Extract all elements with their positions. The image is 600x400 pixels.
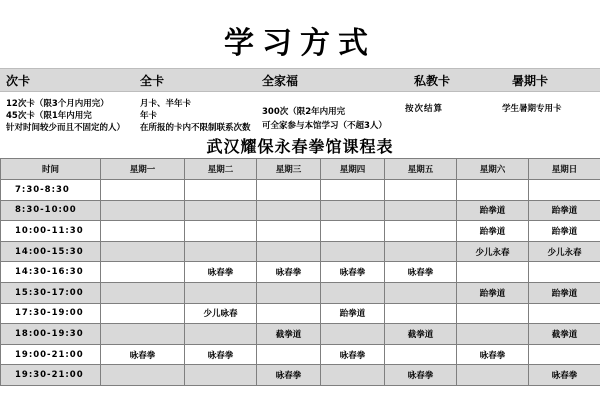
table-cell — [185, 221, 257, 242]
table-row — [1, 365, 600, 386]
table-cell — [101, 180, 185, 201]
col-header-mon: 星期一 — [101, 159, 185, 180]
time-cell: 10:00-11:30 — [1, 221, 101, 242]
card-quan-line-2: 年卡 — [140, 111, 158, 121]
col-header-sun: 星期日 — [529, 159, 600, 180]
card-ci-line-3: 针对时间较少而且不固定的人） — [6, 123, 126, 133]
table-cell — [185, 324, 257, 345]
table-cell: 跆拳道 — [457, 200, 529, 221]
table-cell — [385, 344, 457, 365]
time-cell: 19:00-21:00 — [1, 344, 101, 365]
table-cell: 咏春拳 — [321, 262, 385, 283]
table-row — [1, 303, 600, 324]
time-cell: 19:30-21:00 — [1, 365, 101, 386]
time-cell: 14:30-16:30 — [1, 262, 101, 283]
table-cell — [101, 200, 185, 221]
table-cell: 咏春拳 — [529, 365, 600, 386]
table-cell — [257, 221, 321, 242]
table-cell — [321, 282, 385, 303]
table-cell: 跆拳道 — [529, 200, 600, 221]
time-cell: 18:00-19:30 — [1, 324, 101, 345]
time-cell: 17:30-19:00 — [1, 303, 101, 324]
time-cell: 8:30-10:00 — [1, 200, 101, 221]
table-cell: 跆拳道 — [457, 282, 529, 303]
card-header-quan: 全卡 — [140, 74, 165, 88]
table-cell: 咏春拳 — [457, 344, 529, 365]
table-cell: 咏春拳 — [257, 262, 321, 283]
col-header-tue: 星期二 — [185, 159, 257, 180]
table-cell — [185, 241, 257, 262]
table-cell — [385, 221, 457, 242]
table-row — [1, 180, 600, 201]
table-cell — [529, 262, 600, 283]
table-row — [1, 344, 600, 365]
table-cell — [385, 282, 457, 303]
table-cell — [321, 180, 385, 201]
card-family-line-1: 300次（限2年内用完 — [262, 107, 346, 117]
table-cell: 跆拳道 — [529, 282, 600, 303]
table-cell — [185, 200, 257, 221]
table-cell: 少儿永春 — [457, 241, 529, 262]
card-ci-line-2: 45次卡（限1年内用完 — [6, 111, 92, 121]
card-header-private: 私教卡 — [414, 74, 451, 88]
table-cell — [321, 241, 385, 262]
card-types-header — [0, 68, 600, 92]
table-cell — [321, 365, 385, 386]
col-header-wed: 星期三 — [257, 159, 321, 180]
col-header-thu: 星期四 — [321, 159, 385, 180]
time-cell: 7:30-8:30 — [1, 180, 101, 201]
table-cell: 跆拳道 — [529, 221, 600, 242]
table-cell — [457, 262, 529, 283]
table-cell — [457, 303, 529, 324]
table-cell — [101, 282, 185, 303]
table-cell: 咏春拳 — [385, 365, 457, 386]
table-row — [1, 200, 600, 221]
table-cell: 截拳道 — [257, 324, 321, 345]
table-cell — [321, 200, 385, 221]
table-cell — [101, 221, 185, 242]
table-row — [1, 324, 600, 345]
table-cell: 少儿永春 — [529, 241, 600, 262]
table-cell — [529, 180, 600, 201]
time-cell: 14:00-15:30 — [1, 241, 101, 262]
table-cell — [101, 262, 185, 283]
table-cell — [457, 324, 529, 345]
table-cell: 跆拳道 — [457, 221, 529, 242]
table-cell: 咏春拳 — [385, 262, 457, 283]
table-cell: 截拳道 — [385, 324, 457, 345]
table-cell: 少儿咏春 — [185, 303, 257, 324]
table-cell — [101, 324, 185, 345]
table-cell: 截拳道 — [529, 324, 600, 345]
card-summer-desc: 学生暑期专用卡 — [502, 104, 562, 114]
table-cell — [321, 221, 385, 242]
time-cell: 15:30-17:00 — [1, 282, 101, 303]
table-cell — [185, 180, 257, 201]
table-cell — [101, 303, 185, 324]
table-row — [1, 282, 600, 303]
card-ci-line-1: 12次卡（限3个月内用完） — [6, 99, 109, 109]
table-cell — [529, 303, 600, 324]
table-cell — [385, 180, 457, 201]
card-header-family: 全家福 — [262, 74, 299, 88]
card-quan-line-1: 月卡、半年卡 — [140, 99, 192, 109]
table-cell: 咏春拳 — [257, 365, 321, 386]
table-cell: 咏春拳 — [185, 262, 257, 283]
schedule-table — [0, 158, 600, 386]
table-cell — [257, 303, 321, 324]
col-header-fri: 星期五 — [385, 159, 457, 180]
table-cell — [385, 303, 457, 324]
table-cell — [185, 282, 257, 303]
table-cell — [257, 282, 321, 303]
table-row — [1, 262, 600, 283]
table-cell — [257, 241, 321, 262]
page-title: 学习方式 — [224, 26, 376, 61]
col-header-time: 时间 — [1, 159, 101, 180]
col-header-sat: 星期六 — [457, 159, 529, 180]
card-header-ci: 次卡 — [6, 74, 31, 88]
table-cell — [101, 241, 185, 262]
table-row — [1, 221, 600, 242]
table-cell — [257, 344, 321, 365]
schedule-title: 武汉耀保永春拳馆课程表 — [206, 137, 394, 156]
table-cell — [257, 180, 321, 201]
schedule-header-row — [1, 159, 600, 180]
table-cell: 咏春拳 — [101, 344, 185, 365]
table-cell — [457, 180, 529, 201]
table-cell — [529, 344, 600, 365]
table-cell: 跆拳道 — [321, 303, 385, 324]
card-private-desc: 按次结算 — [405, 104, 444, 114]
table-row — [1, 241, 600, 262]
table-cell — [457, 365, 529, 386]
card-header-summer: 暑期卡 — [512, 74, 549, 88]
table-cell: 咏春拳 — [185, 344, 257, 365]
table-cell — [257, 200, 321, 221]
card-quan-line-3: 在所报的卡内不限制联系次数 — [140, 123, 251, 133]
table-cell — [385, 200, 457, 221]
table-cell: 咏春拳 — [321, 344, 385, 365]
card-family-line-2: 可全家参与本馆学习（不超3人） — [262, 121, 387, 131]
table-cell — [321, 324, 385, 345]
table-cell — [185, 365, 257, 386]
table-cell — [385, 241, 457, 262]
table-cell — [101, 365, 185, 386]
